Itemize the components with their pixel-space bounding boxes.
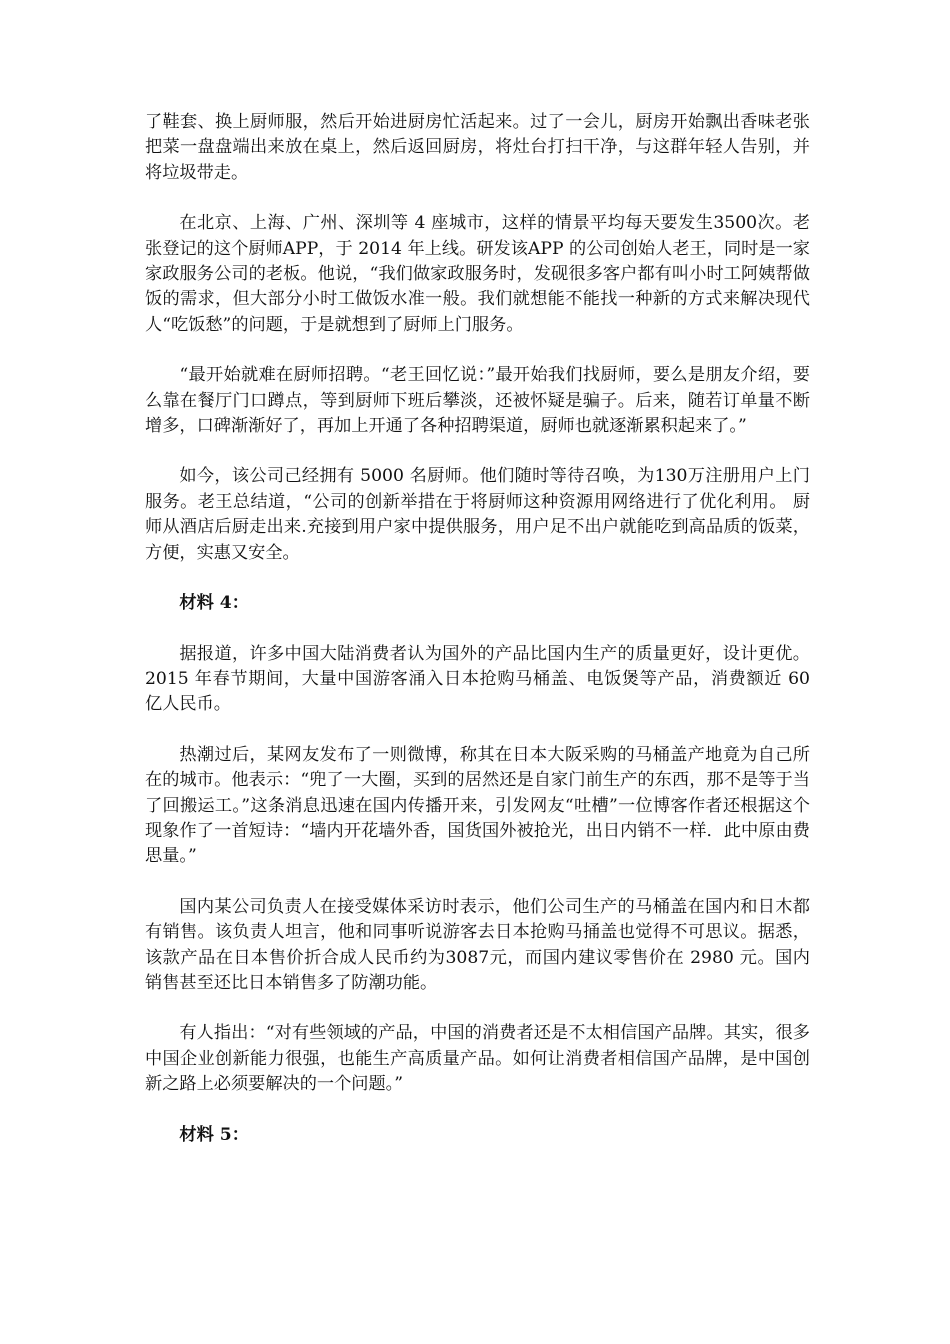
- document-body: [145, 110, 810, 1173]
- paragraph-1: 了鞋套、换上厨师服，然后开始进厨房忙活起来。过了一会儿，厨房开始飘出香味老张把菜一盘盘端出来放在桌上，然后返回厨房，将灶台打扫干净，与这群年轻人告别，并将垃圾带走。: [145, 112, 810, 183]
- paragraph-8: 有人指出：“对有些领域的产品，中国的消费者还是不太相信国产品牌。其实，很多中国企业创新能力很强，也能生产高质量产品。如何让消费者相信国产品牌，是中国创新之路上必须要解决的一个问题。”: [145, 1023, 810, 1095]
- paragraph-3: “最开始就难在厨师招聘。“老王回忆说：”最开始我们找厨师，要么是朋友介绍，要么靠在餐厅门口蹲点，等到厨师下班后攀淡，还被怀疑是骗子。后来，随若订单量不断增多，口碑渐渐好了，再加上开通了各种招聘渠道，厨师也就逐渐累积起来了。”: [145, 365, 810, 437]
- paragraph-6: 热潮过后，某网友发布了一则微博，称其在日本大阪采购的马桶盖产地竟为自己所在的城市。他表示：“兜了一大圈，买到的居然还是自家门前生产的东西，那不是等于当了回搬运工。”这条消息迅速在国内传播开来，引发网友“吐槽”一位博客作者还根据这个现象作了一首短诗：“墙内开花墙外香，国货国外被抢光，出日内销不一样．此中原由费思量。”: [145, 744, 810, 867]
- paragraph-2: 在北京、上海、广州、深圳等 4 座城市，这样的情景平均每天要发生3500次。老张登记的这个厨师APP，于 2014 年上线。研发该APP 的公司创始人老王，同时是一家家政服务公司的老板。他说，“我们做家政服务时，发砚很多客户都有叫小时工阿姨帮做饭的需求，但大部分小时工做饭水准一般。我们就想能不能找一种新的方式来解决现代人“吃饭愁”的问题，于是就想到了厨师上门服务。: [145, 213, 810, 335]
- section-heading-material-4: 材料 4：: [179, 593, 249, 614]
- paragraph-5: 据报道，许多中国大陆消费者认为国外的产品比国内生产的质量更好，设计更优。2015 年春节期间，大量中国游客涌入日本抢购马桶盖、电饭煲等产品，消费额近 60 亿人民币。: [145, 643, 810, 715]
- section-heading-material-5: 材料 5：: [179, 1124, 249, 1145]
- paragraph-7: 国内某公司负责人在接受媒体采访时表示，他们公司生产的马桶盖在国内和日木都有销售。该负责人坦言，他和同事听说游客去日本抢购马捅盖也觉得不可思议。据悉，该款产品在日本售价折合成人民币约为3087元，而国内建议零售价在 2980 元。国内销售甚至还比日本销售多了防潮功能。: [145, 896, 810, 993]
- paragraph-4: 如今，该公司己经拥有 5000 名厨师。他们随时等待召唤，为130万注册用户上门服务。老王总结道，“公司的创新举措在于将厨师这种资源用网络进行了优化利用。 厨师从酒店后厨走出来.充接到用户家中提供服务，用户足不出户就能吃到高品质的饭菜，方便，实惠又安全。: [145, 466, 810, 563]
